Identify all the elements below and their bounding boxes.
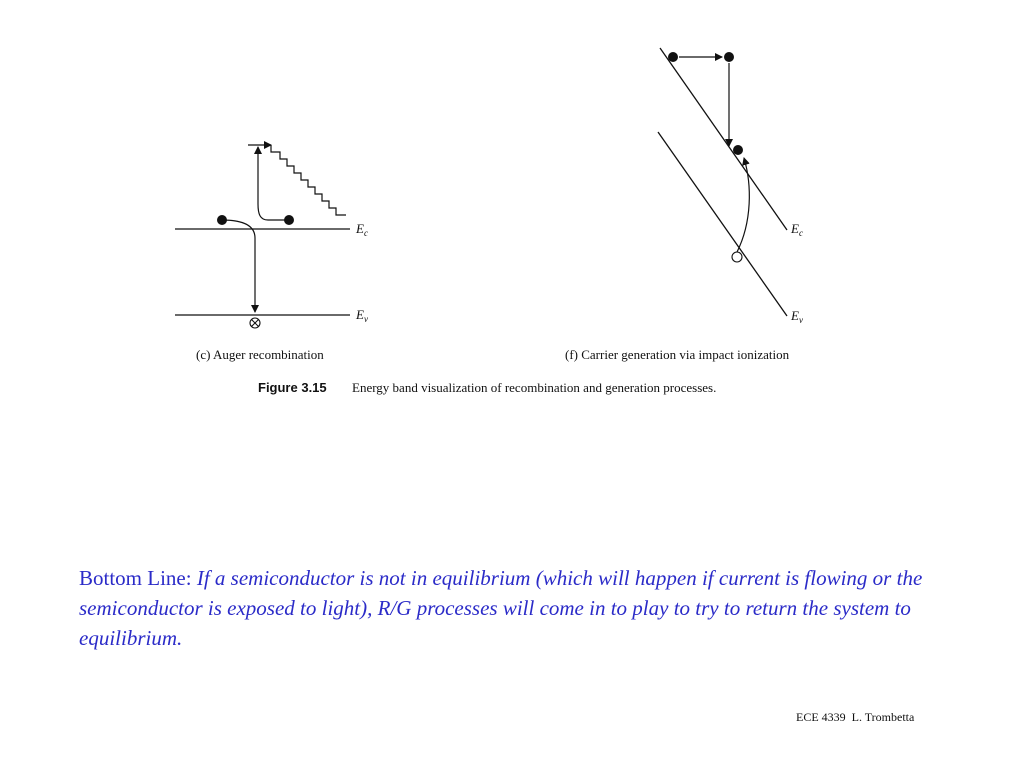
panel-c-caption: (c) Auger recombination bbox=[196, 347, 324, 362]
generation-arrow bbox=[737, 158, 749, 252]
energy-transfer-arrow bbox=[258, 147, 289, 220]
electron-dot bbox=[724, 52, 734, 62]
electron-dot bbox=[733, 145, 743, 155]
figure-caption: Energy band visualization of recombination and generation processes. bbox=[352, 380, 717, 395]
panel-f-caption: (f) Carrier generation via impact ionization bbox=[565, 347, 790, 362]
valence-band-edge-line bbox=[658, 132, 787, 316]
footer-course-credit: ECE 4339 L. Trombetta bbox=[796, 710, 915, 724]
panel-auger-recombination bbox=[175, 145, 368, 362]
electron-dot bbox=[668, 52, 678, 62]
ec-label: $E_c$ bbox=[356, 221, 368, 238]
bottom-line-body: If a semiconductor is not in equilibrium (which will happen if current is flowing or the semiconductor is exposed to light), R/G processes will come in to play to try to return the system to equilibrium. bbox=[79, 566, 923, 650]
ec-label: $E_c$ bbox=[791, 221, 803, 238]
thermalization-staircase bbox=[271, 145, 346, 215]
bottom-line-paragraph bbox=[79, 563, 969, 653]
recombination-arrow bbox=[222, 220, 255, 312]
ev-label: $E_v$ bbox=[791, 308, 803, 325]
ev-label: $E_v$ bbox=[356, 307, 368, 324]
bottom-line-lead: Bottom Line: bbox=[79, 566, 192, 590]
figure-number: Figure 3.15 bbox=[258, 380, 327, 395]
conduction-band-edge-line bbox=[660, 48, 787, 230]
hole-crossed-circle bbox=[250, 318, 260, 328]
hole-circle bbox=[732, 252, 742, 262]
panel-impact-ionization bbox=[565, 48, 803, 362]
